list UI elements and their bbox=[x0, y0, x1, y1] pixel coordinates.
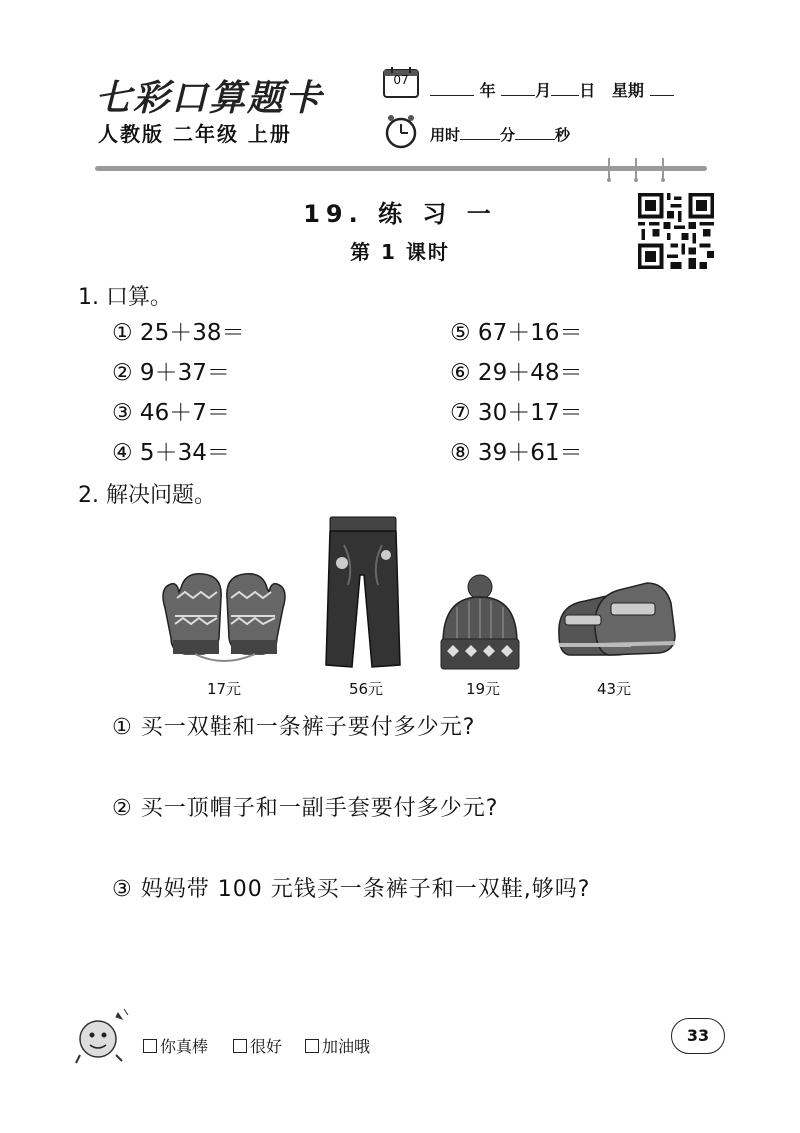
price-shoes: 43元 bbox=[596, 680, 632, 698]
shoes-icon bbox=[555, 575, 680, 670]
word-question-3: ③ 妈妈带 100 元钱买一条裤子和一双鞋,够吗? bbox=[112, 877, 591, 902]
rating-great[interactable]: 你真棒 bbox=[143, 1034, 208, 1057]
date-fill-line: 年 月 日 星期 bbox=[430, 78, 674, 101]
qr-code-icon[interactable] bbox=[638, 193, 714, 269]
lesson-label: 第 1 课时 bbox=[350, 240, 450, 264]
equation-2: ② 9＋37＝ bbox=[112, 360, 230, 386]
divider-pin bbox=[607, 158, 611, 182]
equation-4: ④ 5＋34＝ bbox=[112, 440, 230, 466]
equation-3: ③ 46＋7＝ bbox=[112, 400, 230, 426]
rating-checkbox[interactable] bbox=[233, 1039, 247, 1053]
divider-pin bbox=[634, 158, 638, 182]
brand-title: 七彩口算题卡 bbox=[95, 77, 324, 119]
section-title: 19. 练 习 一 bbox=[303, 200, 497, 228]
equation-8: ⑧ 39＋61＝ bbox=[450, 440, 583, 466]
clock-icon bbox=[383, 113, 419, 149]
equation-6: ⑥ 29＋48＝ bbox=[450, 360, 583, 386]
cartoon-mascot-icon bbox=[72, 1005, 132, 1065]
hat-icon bbox=[437, 573, 523, 672]
rating-checkbox[interactable] bbox=[143, 1039, 157, 1053]
question-1-label: 1. 口算。 bbox=[78, 285, 172, 310]
divider-pin bbox=[661, 158, 665, 182]
time-fill-line: 用时 分 秒 bbox=[430, 126, 571, 144]
rating-good[interactable]: 很好 bbox=[233, 1034, 282, 1057]
edition-label: 人教版 二年级 上册 bbox=[98, 122, 292, 146]
header-divider bbox=[95, 166, 707, 171]
rating-keep-going[interactable]: 加油哦 bbox=[305, 1034, 370, 1057]
word-question-2: ② 买一顶帽子和一副手套要付多少元? bbox=[112, 796, 499, 821]
equation-7: ⑦ 30＋17＝ bbox=[450, 400, 583, 426]
calendar-day: 07 bbox=[393, 73, 409, 87]
mittens-icon bbox=[155, 568, 293, 672]
price-pants: 56元 bbox=[348, 680, 384, 698]
price-mittens: 17元 bbox=[206, 680, 242, 698]
question-2-label: 2. 解决问题。 bbox=[78, 483, 216, 508]
rating-checkbox[interactable] bbox=[305, 1039, 319, 1053]
price-hat: 19元 bbox=[465, 680, 501, 698]
page-number: 33 bbox=[671, 1018, 725, 1054]
pants-icon bbox=[320, 515, 406, 672]
word-question-1: ① 买一双鞋和一条裤子要付多少元? bbox=[112, 715, 476, 740]
equation-5: ⑤ 67＋16＝ bbox=[450, 320, 583, 346]
equation-1: ① 25＋38＝ bbox=[112, 320, 245, 346]
